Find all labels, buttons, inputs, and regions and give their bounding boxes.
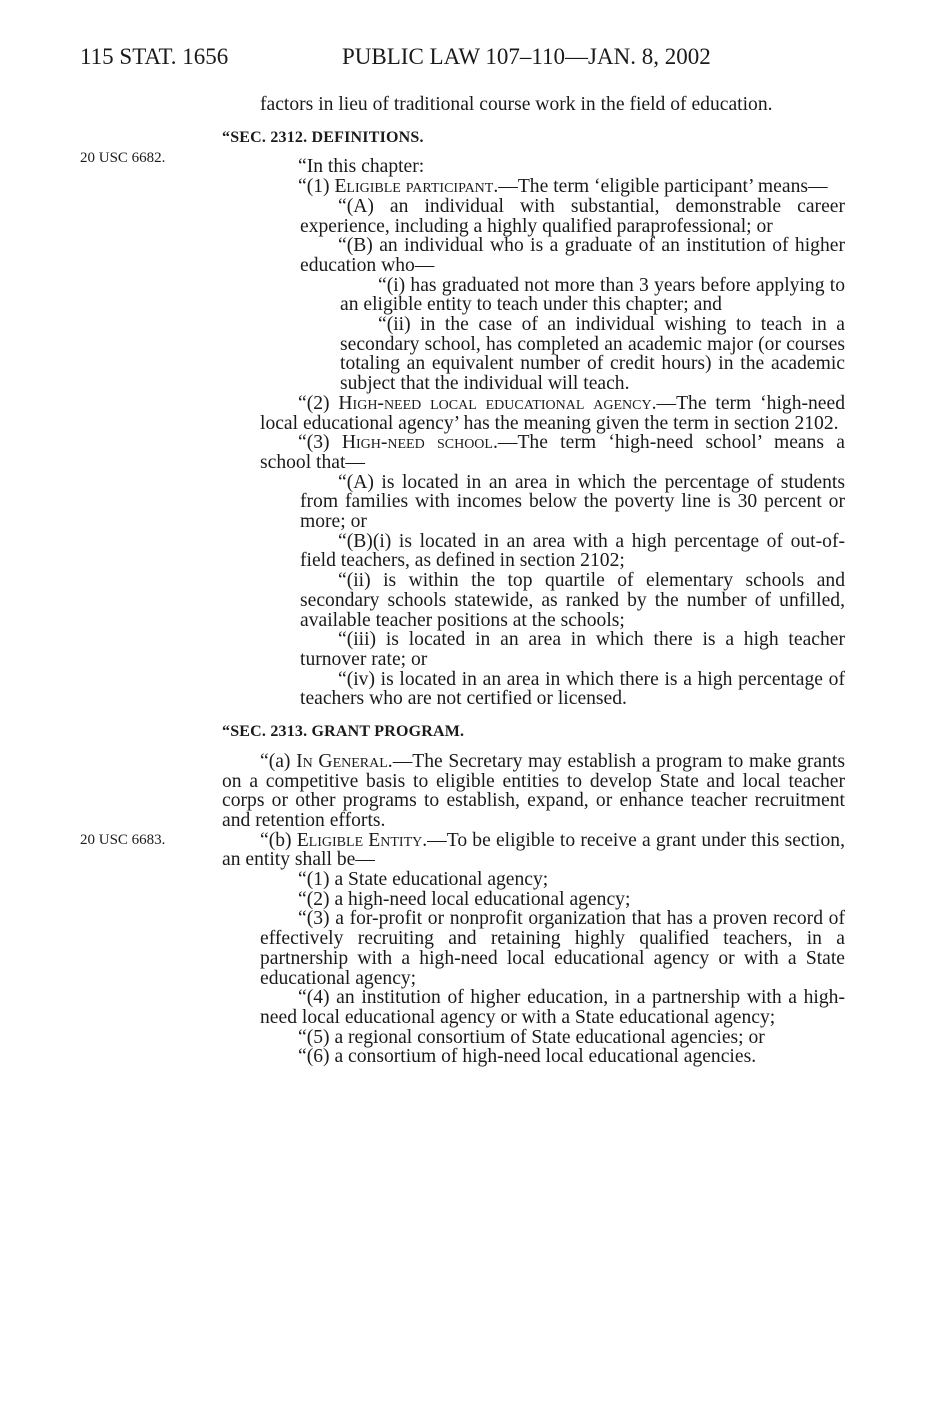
- definition-3-B-i: “(B)(i) is located in an area with a high percentage of out-of-field teachers, as defined in section 2102;: [300, 530, 845, 572]
- document-body: [222, 95, 845, 1067]
- margin-note-6682: 20 USC 6682.: [80, 150, 166, 166]
- paragraph-b-6: “(6) a consortium of high-need local educational agencies.: [298, 1046, 757, 1068]
- section-heading-2313: “SEC. 2313. GRANT PROGRAM.: [222, 723, 465, 741]
- subsection-b: [222, 831, 845, 870]
- definition-1-number: “(1): [298, 176, 335, 198]
- running-head: PUBLIC LAW 107–110—JAN. 8, 2002: [342, 44, 711, 69]
- subsection-a-text: .—The Secretary may establish a program to make grants on a competitive basis to eligible entities to develop State and local teacher corps or other programs to establish, expand, or enhance teacher recruitment and retention efforts.: [222, 750, 845, 831]
- paragraph-b-5: “(5) a regional consortium of State educational agencies; or: [298, 1026, 765, 1048]
- definition-2-number: “(2): [298, 392, 339, 414]
- definition-2: [222, 394, 845, 433]
- definition-3-B-iii: “(iii) is located in an area in which there is a high teacher turnover rate; or: [300, 629, 845, 670]
- definition-3: [222, 433, 845, 472]
- definitions-intro: “In this chapter:: [298, 156, 425, 178]
- definition-1-text: .—The term ‘eligible participant’ means—: [493, 176, 828, 198]
- definition-3-text: .—The term ‘high-need school’ means a school that—: [260, 432, 845, 473]
- continuation-paragraph: factors in lieu of traditional course work in the field of education.: [260, 94, 773, 115]
- paragraph-b-4: “(4) an institution of higher education, in a partnership with a high-need local educational agency or with a State educational agency;: [260, 987, 845, 1028]
- definition-1-B: “(B) an individual who is a graduate of an institution of higher education who—: [300, 235, 845, 276]
- section-heading-2312: “SEC. 2312. DEFINITIONS.: [222, 128, 424, 146]
- subsection-b-number: “(b): [260, 829, 297, 851]
- definition-2-text: .—The term ‘high-need local educational agency’ has the meaning given the term in section 2102.: [260, 392, 845, 434]
- definition-3-number: “(3): [298, 432, 342, 454]
- stat-page-number: 115 STAT. 1656: [80, 44, 229, 69]
- definition-1-B-ii: “(ii) in the case of an individual wishing to teach in a secondary school, has completed an academic major (or courses totaling an equivalent number of credit hours) in the academic subject that the individual will teach.: [340, 314, 845, 395]
- definition-1-B-i: “(i) has graduated not more than 3 years before applying to an eligible entity to teach under this chapter; and: [340, 274, 845, 316]
- subsection-a: [222, 752, 845, 831]
- definition-3-A: “(A) is located in an area in which the percentage of students from families with incomes below the poverty line is 30 percent or more; or: [300, 471, 845, 533]
- definition-3-B-ii: “(ii) is within the top quartile of elementary schools and secondary schools statewide, as ranked by the number of unfilled, available teacher positions at the schools;: [300, 570, 845, 631]
- page-header: [80, 44, 860, 80]
- definition-1-heading: Eligible participant: [334, 176, 494, 198]
- margin-note-6683: 20 USC 6683.: [80, 832, 166, 848]
- subsection-b-heading: Eligible Entity: [296, 829, 423, 851]
- definition-1-A: “(A) an individual with substantial, demonstrable career experience, including a highly qualified paraprofessional; or: [300, 195, 845, 237]
- subsection-a-heading: In General: [296, 750, 388, 772]
- definition-1: [222, 177, 845, 197]
- definition-3-B-iv: “(iv) is located in an area in which there is a high percentage of teachers who are not certified or licensed.: [300, 668, 845, 710]
- subsection-a-number: “(a): [260, 750, 297, 772]
- paragraph-b-2: “(2) a high-need local educational agency;: [298, 888, 631, 910]
- definition-2-heading: High-need local educational agency: [338, 392, 652, 414]
- definition-3-heading: High-need school: [341, 432, 493, 454]
- paragraph-b-3: “(3) a for-profit or nonprofit organization that has a proven record of effectively recruiting and retaining highly qualified teachers, in a partnership with a high-need local educational agency or with a State educational agency;: [260, 908, 845, 989]
- paragraph-b-1: “(1) a State educational agency;: [298, 869, 549, 891]
- subsection-b-text: .—To be eligible to receive a grant under this section, an entity shall be—: [222, 829, 845, 871]
